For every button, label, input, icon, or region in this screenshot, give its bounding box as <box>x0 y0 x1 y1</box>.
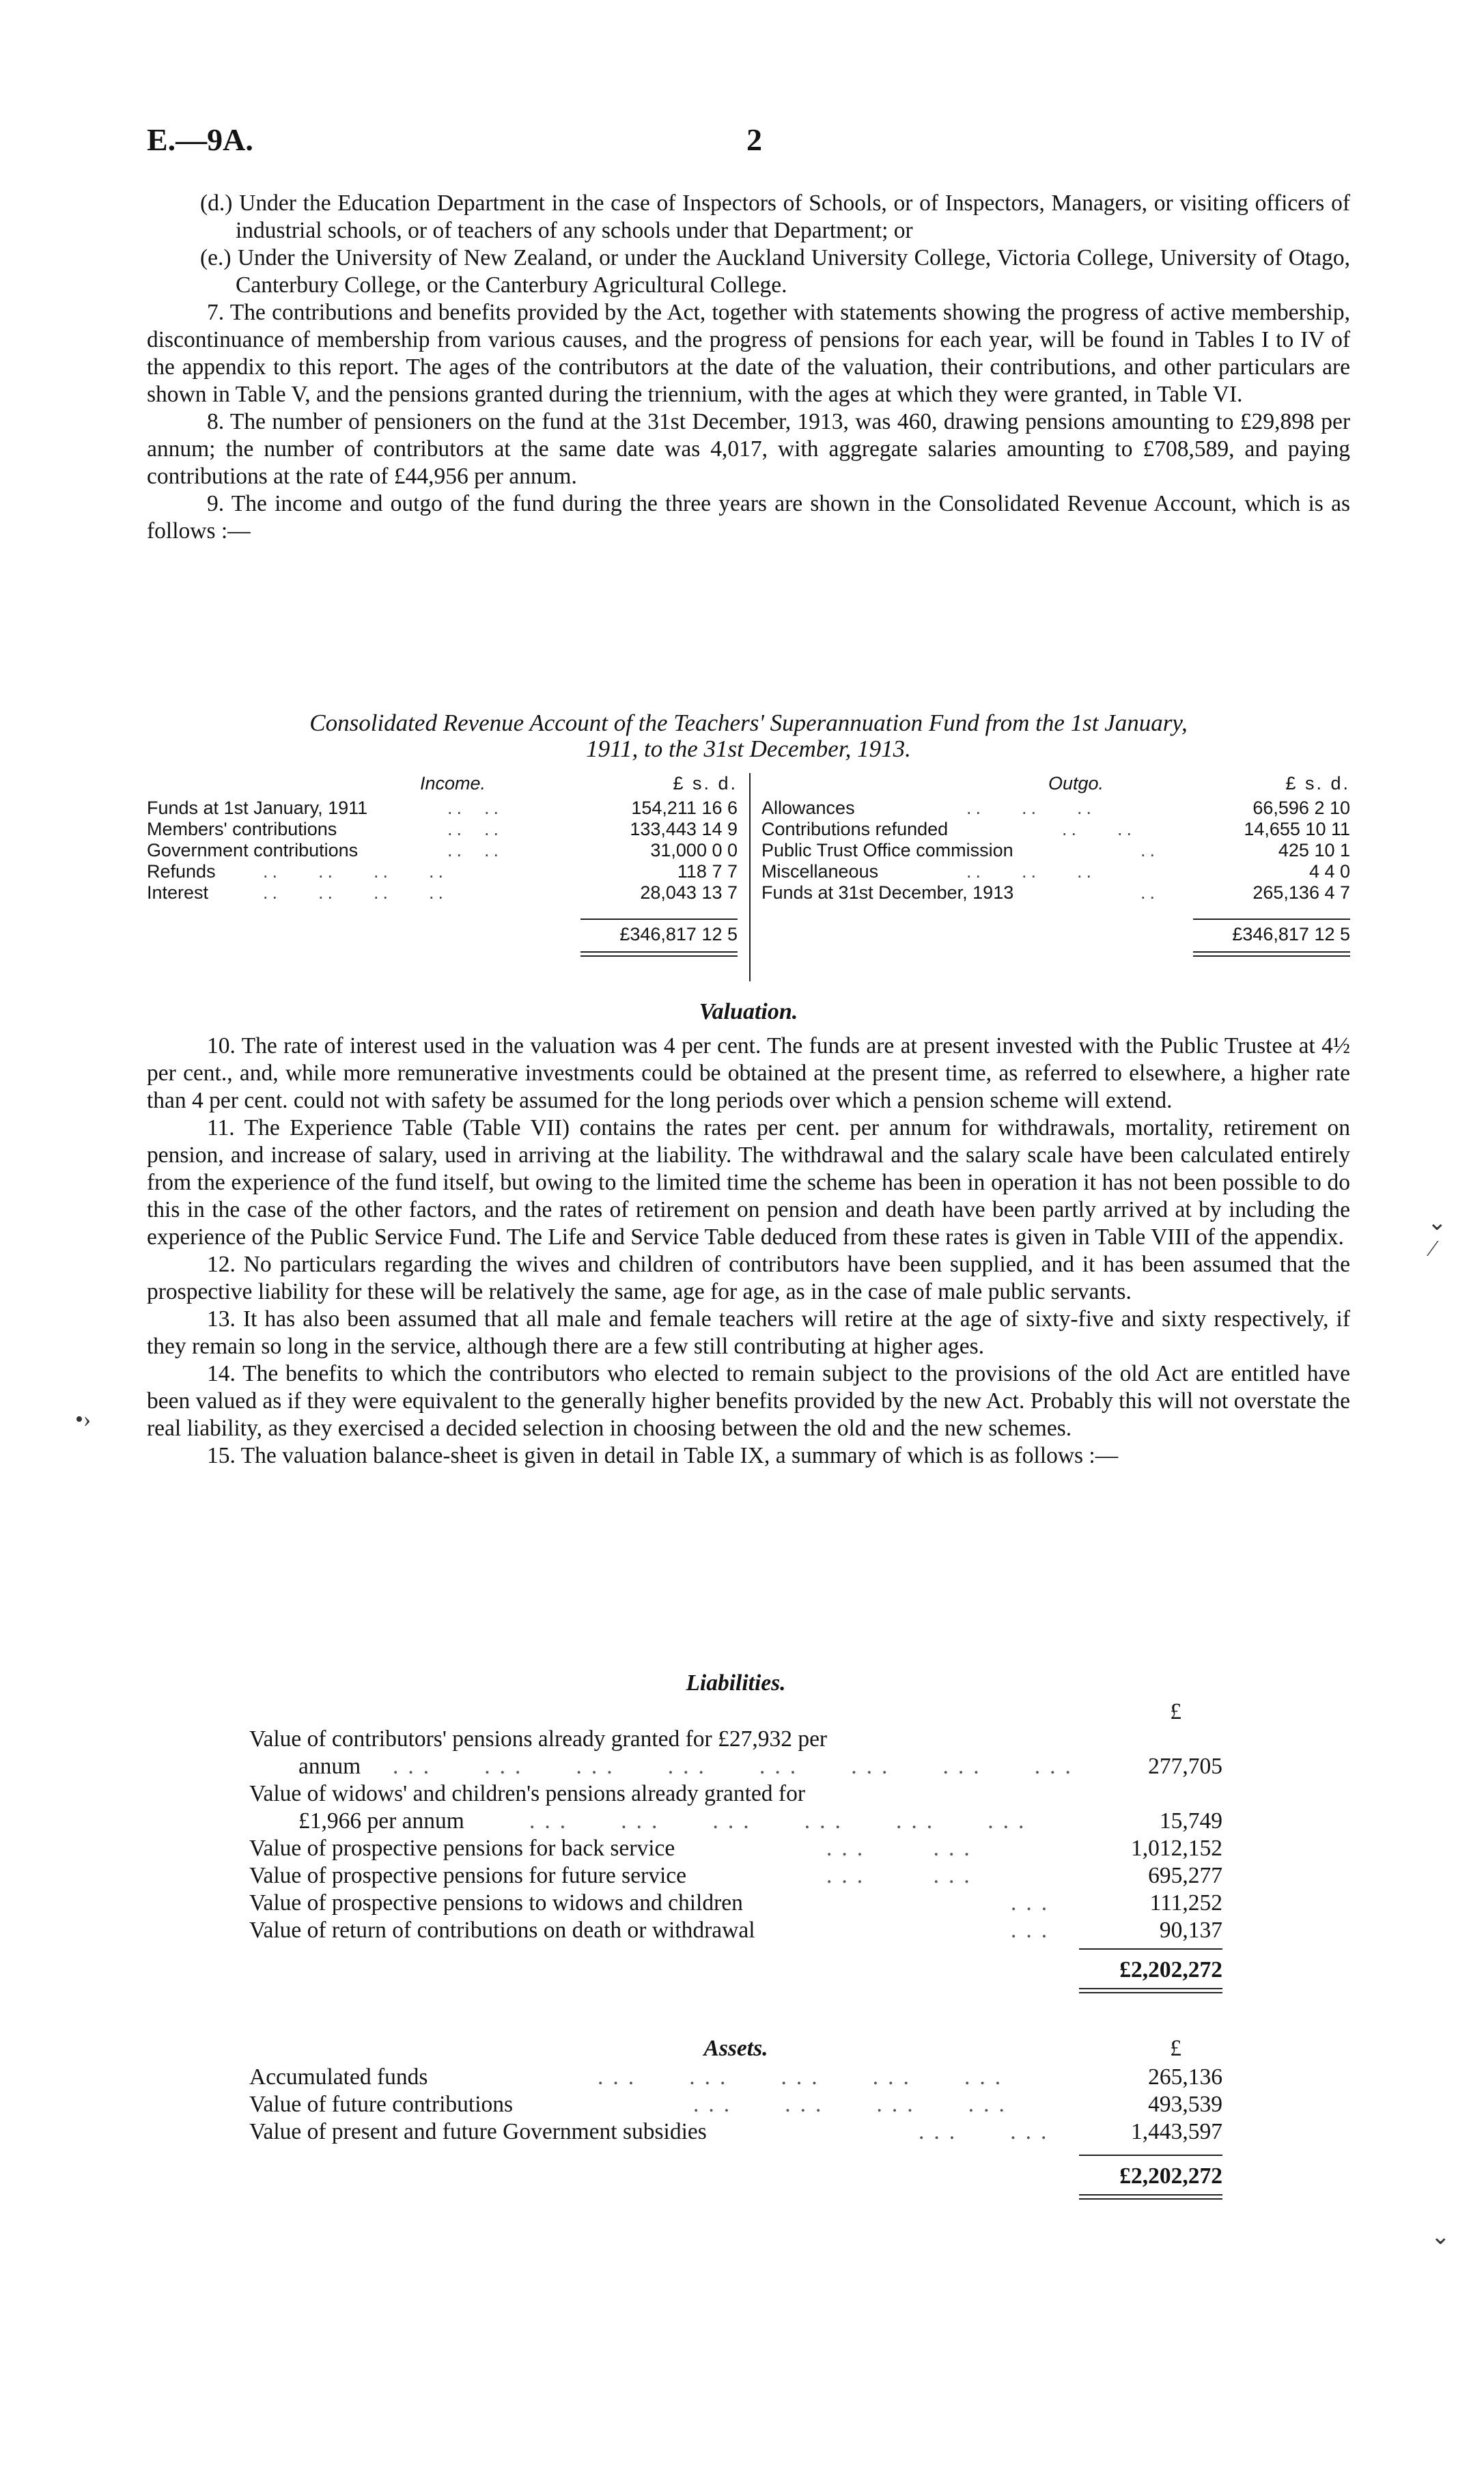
page-number: 2 <box>746 122 762 157</box>
paragraph-8: 8. The number of pensioners on the fund at the 31st December, 1913, was 460, drawing pensions amounting to £29,898 per annum; the number of contributors at the same date was 4,017, with aggregate salaries amounting to £708,589, and paying contributions at the rate of £44,956 per annum. <box>147 409 1350 489</box>
asset-amount: 493,539 <box>1148 2092 1222 2117</box>
liability-row <box>249 1835 1222 1862</box>
liability-row <box>249 1726 1222 1753</box>
liability-row <box>249 1890 1222 1917</box>
account-title-line-1: Consolidated Revenue Account of the Teachers' Superannuation Fund from the 1st January, <box>309 710 1188 736</box>
outgo-amount: 4 4 0 <box>1308 861 1350 882</box>
income-amount: 28,043 13 7 <box>640 882 738 903</box>
liabilities-heading: Liabilities. <box>686 1670 786 1696</box>
body-text-valuation <box>147 1033 1350 1470</box>
income-label: Government contributions <box>147 840 359 860</box>
valuation-heading: Valuation. <box>699 999 798 1024</box>
leader-dots: ... ... ... ... ... <box>598 2064 1011 2090</box>
liability-amount: 1,012,152 <box>1131 1836 1222 1861</box>
asset-row <box>249 2064 1222 2091</box>
outgo-column <box>761 773 1350 942</box>
outgo-heading: Outgo. <box>1048 773 1104 794</box>
assets-heading: Assets. <box>703 2036 768 2061</box>
liability-label: Value of return of contributions on death or withdrawal <box>249 1918 755 1943</box>
margin-mark-icon: ⁄ <box>1431 1236 1435 1261</box>
leader-dots: ... ... ... ... ... ... <box>529 1808 1034 1834</box>
leader-dots: .. .. <box>447 798 503 818</box>
income-amount: 31,000 0 0 <box>650 840 738 860</box>
income-total-row <box>147 919 738 942</box>
asset-label: Value of future contributions <box>249 2092 514 2117</box>
income-amount: 133,443 14 9 <box>630 819 738 839</box>
paragraph-10: 10. The rate of interest used in the valuation was 4 per cent. The funds are at present invested with the Public Trustee at 4½ per cent., and, while more remunerative investments could be obtained at the present time, as referred to elsewhere, a higher rate than 4 per cent. could not with safety be assumed for the long periods over which a pension scheme will extend. <box>147 1033 1350 1113</box>
leader-dots: ... <box>1011 1918 1057 1943</box>
income-label: Members' contributions <box>147 819 337 839</box>
double-rule <box>1193 955 1350 957</box>
currency-symbol: £ <box>1170 2036 1181 2061</box>
liability-amount: 277,705 <box>1148 1754 1222 1779</box>
total-rule <box>1079 1948 1222 1950</box>
outgo-label: Contributions refunded <box>761 819 949 839</box>
income-row <box>147 861 738 882</box>
leader-dots: .. .. .. <box>966 798 1096 818</box>
income-row <box>147 840 738 861</box>
leader-dots: .. .. <box>1062 819 1136 839</box>
account-title <box>147 710 1350 762</box>
liability-label-continued: annum <box>298 1754 361 1779</box>
margin-mark-icon: ⌄ <box>1427 1210 1447 1235</box>
leader-dots: ... ... <box>826 1863 979 1888</box>
asset-label: Accumulated funds <box>249 2064 428 2090</box>
liability-row <box>249 1917 1222 1944</box>
liabilities-total: £2,202,272 <box>1119 1957 1222 1982</box>
paragraph-7: 7. The contributions and benefits provided by the Act, together with statements showing the progress of active membership, discontinuance of membership from various causes, and the progress of pensions for each year, will be found in Tables I to IV of the appendix to this report. The ages of the contributors at the date of the valuation, their contributions, and other particulars are shown in Table V, and the pensions granted during the triennium, with the ages at which they were granted, in Table VI. <box>147 300 1350 407</box>
paragraph-14: 14. The benefits to which the contributors who elected to remain subject to the provisions of the old Act are entitled have been valued as if they were equivalent to the generally higher benefits provided by the new Act. Probably this will not overstate the real liability, as they exercised a decided selection in choosing between the old and the new schemes. <box>147 1361 1350 1441</box>
income-label: Refunds <box>147 861 216 882</box>
liability-amount: 90,137 <box>1159 1918 1222 1943</box>
outgo-amount: 66,596 2 10 <box>1252 798 1350 818</box>
liability-row <box>249 1780 1222 1808</box>
outgo-amount: 265,136 4 7 <box>1252 882 1350 903</box>
total-rule <box>580 919 738 920</box>
income-amount: 154,211 16 6 <box>631 798 738 818</box>
body-text-top <box>147 190 1350 545</box>
assets-list <box>249 2064 1222 2146</box>
paragraph-9: 9. The income and outgo of the fund during the three years are shown in the Consolidated Revenue Account, which is as follows :— <box>147 491 1350 544</box>
leader-dots: .. .. .. .. <box>263 861 448 882</box>
asset-label: Value of present and future Government subsidies <box>249 2119 707 2144</box>
liability-amount: 15,749 <box>1159 1808 1222 1834</box>
income-row <box>147 819 738 840</box>
income-row <box>147 798 738 819</box>
paragraph-13: 13. It has also been assumed that all male and female teachers will retire at the age of sixty-five and sixty respectively, if they remain so long in the service, although there are a few still contributing at higher ages. <box>147 1306 1350 1359</box>
leader-dots: .. <box>1140 840 1160 860</box>
account-title-line-2: 1911, to the 31st December, 1913. <box>586 735 911 762</box>
liabilities-total-row <box>249 1957 1222 1984</box>
liabilities-list <box>249 1726 1222 1944</box>
outgo-label: Allowances <box>761 798 855 818</box>
leader-dots: .. .. .. <box>966 861 1096 882</box>
outgo-row <box>761 861 1350 882</box>
currency-symbol: £ <box>1170 1699 1181 1724</box>
total-rule <box>1079 2155 1222 2156</box>
income-label: Interest <box>147 882 209 903</box>
leader-dots: ... ... <box>826 1836 979 1861</box>
income-row <box>147 882 738 903</box>
asset-amount: 1,443,597 <box>1131 2119 1222 2144</box>
total-rule <box>1193 919 1350 920</box>
column-divider <box>749 773 751 981</box>
asset-row <box>249 2118 1222 2146</box>
outgo-label: Funds at 31st December, 1913 <box>761 882 1014 903</box>
leader-dots: .. .. <box>447 819 503 839</box>
income-label: Funds at 1st January, 1911 <box>147 798 368 818</box>
double-rule <box>1193 951 1350 953</box>
leader-dots: ... ... ... ... ... ... ... ... <box>393 1754 1080 1779</box>
outgo-row <box>761 840 1350 861</box>
income-currency-header: £ s. d. <box>673 773 738 794</box>
paragraph-15: 15. The valuation balance-sheet is given in detail in Table IX, a summary of which is as follows :— <box>207 1443 1119 1468</box>
assets-total-row <box>249 2163 1222 2190</box>
liability-label: Value of prospective pensions to widows and children <box>249 1890 743 1916</box>
page-header <box>147 122 1352 163</box>
document-reference: E.—9A. <box>147 122 253 157</box>
liability-row <box>249 1862 1222 1890</box>
outgo-total-row <box>761 919 1350 942</box>
liability-label: Value of widows' and children's pensions already granted for <box>249 1781 805 1806</box>
double-rule <box>580 955 738 957</box>
outgo-row <box>761 798 1350 819</box>
liability-label: Value of prospective pensions for future service <box>249 1863 687 1888</box>
double-rule <box>1079 2194 1222 2196</box>
liability-row <box>249 1808 1222 1835</box>
outgo-header-row <box>761 773 1350 798</box>
liability-label: Value of contributors' pensions already granted for £27,932 per <box>249 1726 828 1752</box>
margin-mark-icon: ⌄ <box>1431 2224 1451 2249</box>
leader-dots: .. <box>1140 882 1160 903</box>
outgo-amount: 14,655 10 11 <box>1244 819 1350 839</box>
income-amount: 118 7 7 <box>677 861 738 882</box>
income-total: £346,817 12 5 <box>619 924 738 944</box>
liability-row <box>249 1753 1222 1780</box>
margin-mark-icon: •› <box>75 1407 92 1432</box>
asset-amount: 265,136 <box>1148 2064 1222 2090</box>
double-rule <box>1079 1988 1222 1989</box>
assets-total: £2,202,272 <box>1119 2163 1222 2189</box>
income-heading: Income. <box>420 773 486 794</box>
outgo-row <box>761 882 1350 903</box>
liability-label-continued: £1,966 per annum <box>298 1808 464 1834</box>
leader-dots: ... <box>1011 1890 1057 1916</box>
liability-amount: 695,277 <box>1148 1863 1222 1888</box>
leader-dots: .. .. <box>447 840 503 860</box>
clause-d: (d.) Under the Education Department in the case of Inspectors of Schools, or of Inspectors, Managers, or visiting officers of industrial schools, or of teachers of any schools under that Department; or <box>200 191 1350 243</box>
outgo-currency-header: £ s. d. <box>1285 773 1350 794</box>
double-rule <box>1079 1992 1222 1993</box>
leader-dots: ... ... <box>919 2119 1056 2144</box>
double-rule <box>1079 2198 1222 2200</box>
leader-dots: ... ... ... ... <box>693 2092 1014 2117</box>
leader-dots: .. .. .. .. <box>263 882 448 903</box>
income-header-row <box>147 773 738 798</box>
liability-amount: 111,252 <box>1149 1890 1222 1916</box>
income-column <box>147 773 738 942</box>
paragraph-11: 11. The Experience Table (Table VII) contains the rates per cent. per annum for withdrawals, mortality, retirement on pension, and increase of salary, used in arriving at the liability. The withdrawal and the salary scale have been calculated entirely from the experience of the fund itself, but owing to the limited time the scheme has been in operation it has not been possible to do this in the case of the other factors, and the rates of retirement on pension and death have been partly arrived at by including the experience of the Public Service Fund. The Life and Service Table deduced from these rates is given in Table VIII of the appendix. <box>147 1115 1350 1250</box>
liability-label: Value of prospective pensions for back service <box>249 1836 675 1861</box>
double-rule <box>580 951 738 953</box>
outgo-row <box>761 819 1350 840</box>
asset-row <box>249 2091 1222 2118</box>
clause-e: (e.) Under the University of New Zealand, or under the Auckland University College, Victoria College, University of Otago, Canterbury College, or the Canterbury Agricultural College. <box>200 245 1350 298</box>
outgo-total: £346,817 12 5 <box>1232 924 1350 944</box>
outgo-label: Miscellaneous <box>761 861 879 882</box>
outgo-amount: 425 10 1 <box>1278 840 1350 860</box>
paragraph-12: 12. No particulars regarding the wives and children of contributors have been supplied, and it has been assumed that the prospective liability for these will be relatively the same, age for age, as in the case of male public servants. <box>147 1252 1350 1304</box>
outgo-label: Public Trust Office commission <box>761 840 1013 860</box>
